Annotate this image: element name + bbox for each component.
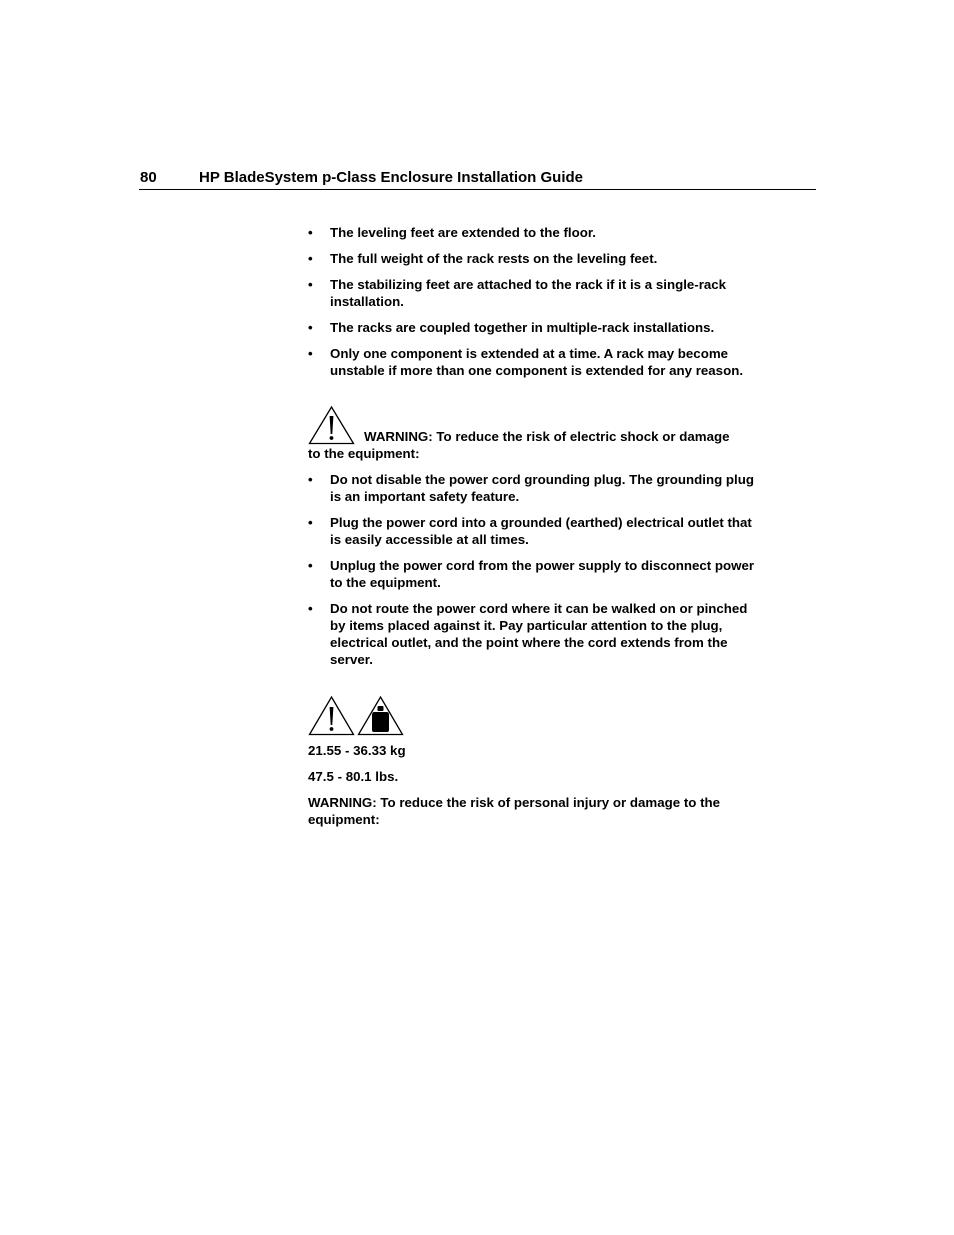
rack-stability-list bbox=[308, 224, 760, 379]
list-item: • Unplug the power cord from the power supply to disconnect power to the equipment. bbox=[308, 557, 760, 591]
page-content bbox=[308, 224, 760, 837]
list-item: • Do not route the power cord where it can be walked on or pinched by items placed against it. Pay particular attention to the plug, electrical outlet, and the point where the cord extends from the server. bbox=[308, 600, 760, 668]
list-item: • The stabilizing feet are attached to the rack if it is a single-rack installation. bbox=[308, 276, 760, 310]
weight-lbs: 47.5 - 80.1 lbs. bbox=[308, 769, 399, 784]
warning-triangle-icon bbox=[308, 405, 355, 445]
electric-shock-warning bbox=[308, 405, 760, 668]
list-item: • The leveling feet are extended to the floor. bbox=[308, 224, 760, 241]
page-number: 80 bbox=[140, 169, 157, 186]
page-header bbox=[139, 168, 816, 190]
weight-warning-icons bbox=[308, 695, 760, 736]
list-item: • The full weight of the rack rests on the leveling feet. bbox=[308, 250, 760, 267]
warning-intro: WARNING: To reduce the risk of electric shock or damage bbox=[364, 429, 730, 444]
document-title: HP BladeSystem p-Class Enclosure Installation Guide bbox=[199, 169, 584, 186]
warning-triangle-icon bbox=[308, 695, 355, 736]
weight-warning-text: WARNING: To reduce the risk of personal injury or damage to the equipment: bbox=[308, 795, 721, 827]
warning-intro-continued: to the equipment: bbox=[308, 446, 420, 461]
list-item: • Only one component is extended at a time. A rack may become unstable if more than one component is extended for any reason. bbox=[308, 345, 760, 379]
list-item: • Plug the power cord into a grounded (earthed) electrical outlet that is easily accessible at all times. bbox=[308, 514, 760, 548]
list-item: • The racks are coupled together in multiple-rack installations. bbox=[308, 319, 760, 336]
weight-triangle-icon bbox=[357, 695, 404, 736]
weight-warning bbox=[308, 695, 760, 828]
weight-kg: 21.55 - 36.33 kg bbox=[308, 743, 406, 758]
electric-warning-list bbox=[308, 471, 760, 668]
list-item: • Do not disable the power cord grounding plug. The grounding plug is an important safety feature. bbox=[308, 471, 760, 505]
